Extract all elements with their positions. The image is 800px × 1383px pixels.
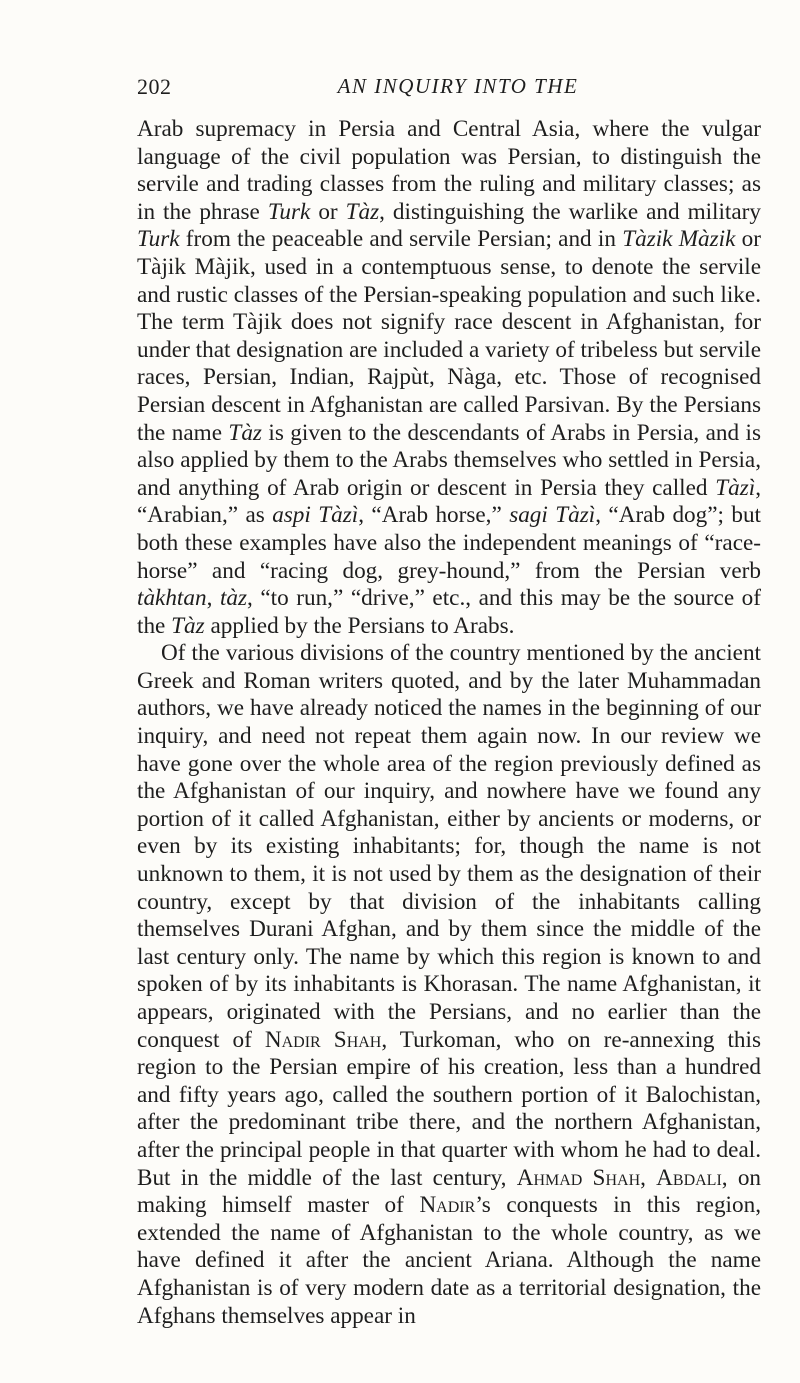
page-number: 202 bbox=[137, 74, 172, 99]
italic-term: sagi bbox=[509, 502, 548, 529]
italic-term: tàkhtan bbox=[137, 585, 207, 612]
running-head: AN INQUIRY INTO THE bbox=[337, 74, 579, 98]
italic-term: Tàz bbox=[171, 612, 205, 639]
italic-term: Tàzì bbox=[555, 502, 596, 529]
small-caps-name: Nadir bbox=[419, 1192, 476, 1219]
italic-term: aspi bbox=[272, 502, 311, 529]
italic-term: Tàzik Màzik bbox=[622, 226, 736, 253]
italic-term: tàz bbox=[219, 585, 247, 612]
italic-term: Tàzì bbox=[318, 502, 359, 529]
small-caps-name: Nadir Shah bbox=[264, 1026, 382, 1053]
paragraph: Of the various divisions of the country mentioned by the ancient Greek and Roman writers quoted, and by the later Muhammadan authors, we have already noticed the names in the beginning of our inquiry, and need not repeat them again now. In our review we have gone over the whole area of the region previously defined as the Afghanistan of our inquiry, and nowhere have we found any portion of it called Afghanistan, either by ancients or moderns, or even by its existing inhabitants; for, though the name is not unknown to them, it is not used by them as the designation of their country, except by that division of the inhabitants calling themselves Durani Afghan, and by them since the middle of the last century only. The name by which this region is known to and spoken of by its inhabitants is Khorasan. The name Afghanistan, it appears, originated with the Persians, and no earlier than the conquest of Nadir Shah, Turkoman, who on re-annexing this region to the Persian empire of his creation, less than a hundred and fifty years ago, called the southern portion of it Balochistan, after the predominant tribe there, and the northern Afghanistan, after the principal people in that quarter with whom he had to deal. But in the middle of the last century, Ahmad Shah, Abdali, on making himself master of Nadir’s conquests in this region, extended the name of Afghanistan to the whole country, as we have defined it after the ancient Ariana. Although the name Afghanistan is of very modern date as a territorial designation, the Afghans themselves appear in bbox=[137, 640, 762, 1329]
italic-term: Tàz bbox=[345, 198, 380, 225]
body-text bbox=[137, 116, 761, 1330]
italic-term: Turk bbox=[267, 198, 311, 225]
page-header bbox=[137, 74, 759, 104]
paragraph: Arab supremacy in Persia and Central Asia, where the vulgar language of the civil population was Persian, to distinguish the servile and trading classes from the ruling and military classes; as in the phrase Turk or Tàz, distinguishing the warlike and military Turk from the peaceable and servile Persian; and in Tàzik Màzik or Tàjik Màjik, used in a contemptuous sense, to denote the servile and rustic classes of the Persian-speaking population and such like. The term Tàjik does not signify race descent in Afghanistan, for under that designation are included a variety of tribeless but servile races, Persian, Indian, Rajpùt, Nàga, etc. Those of recognised Persian descent in Afghanistan are called Parsivan. By the Persians the name Tàz is given to the descendants of Arabs in Persia, and is also applied by them to the Arabs themselves who settled in Persia, and anything of Arab origin or descent in Persia they called Tàzì, “Arabian,” as aspi Tàzì, “Arab horse,” sagi Tàzì, “Arab dog”; but both these examples have also the independent meanings of “race-horse” and “racing dog, grey-hound,” from the Persian verb tàkhtan, tàz, “to run,” “drive,” etc., and this may be the source of the Tàz applied by the Persians to Arabs. bbox=[137, 116, 762, 639]
small-caps-name: Ahmad Shah bbox=[516, 1164, 641, 1191]
italic-term: Tàzì bbox=[715, 474, 756, 501]
italic-term: Tàz bbox=[228, 419, 262, 446]
italic-term: Turk bbox=[137, 226, 180, 253]
small-caps-name: Abdali bbox=[656, 1164, 722, 1191]
